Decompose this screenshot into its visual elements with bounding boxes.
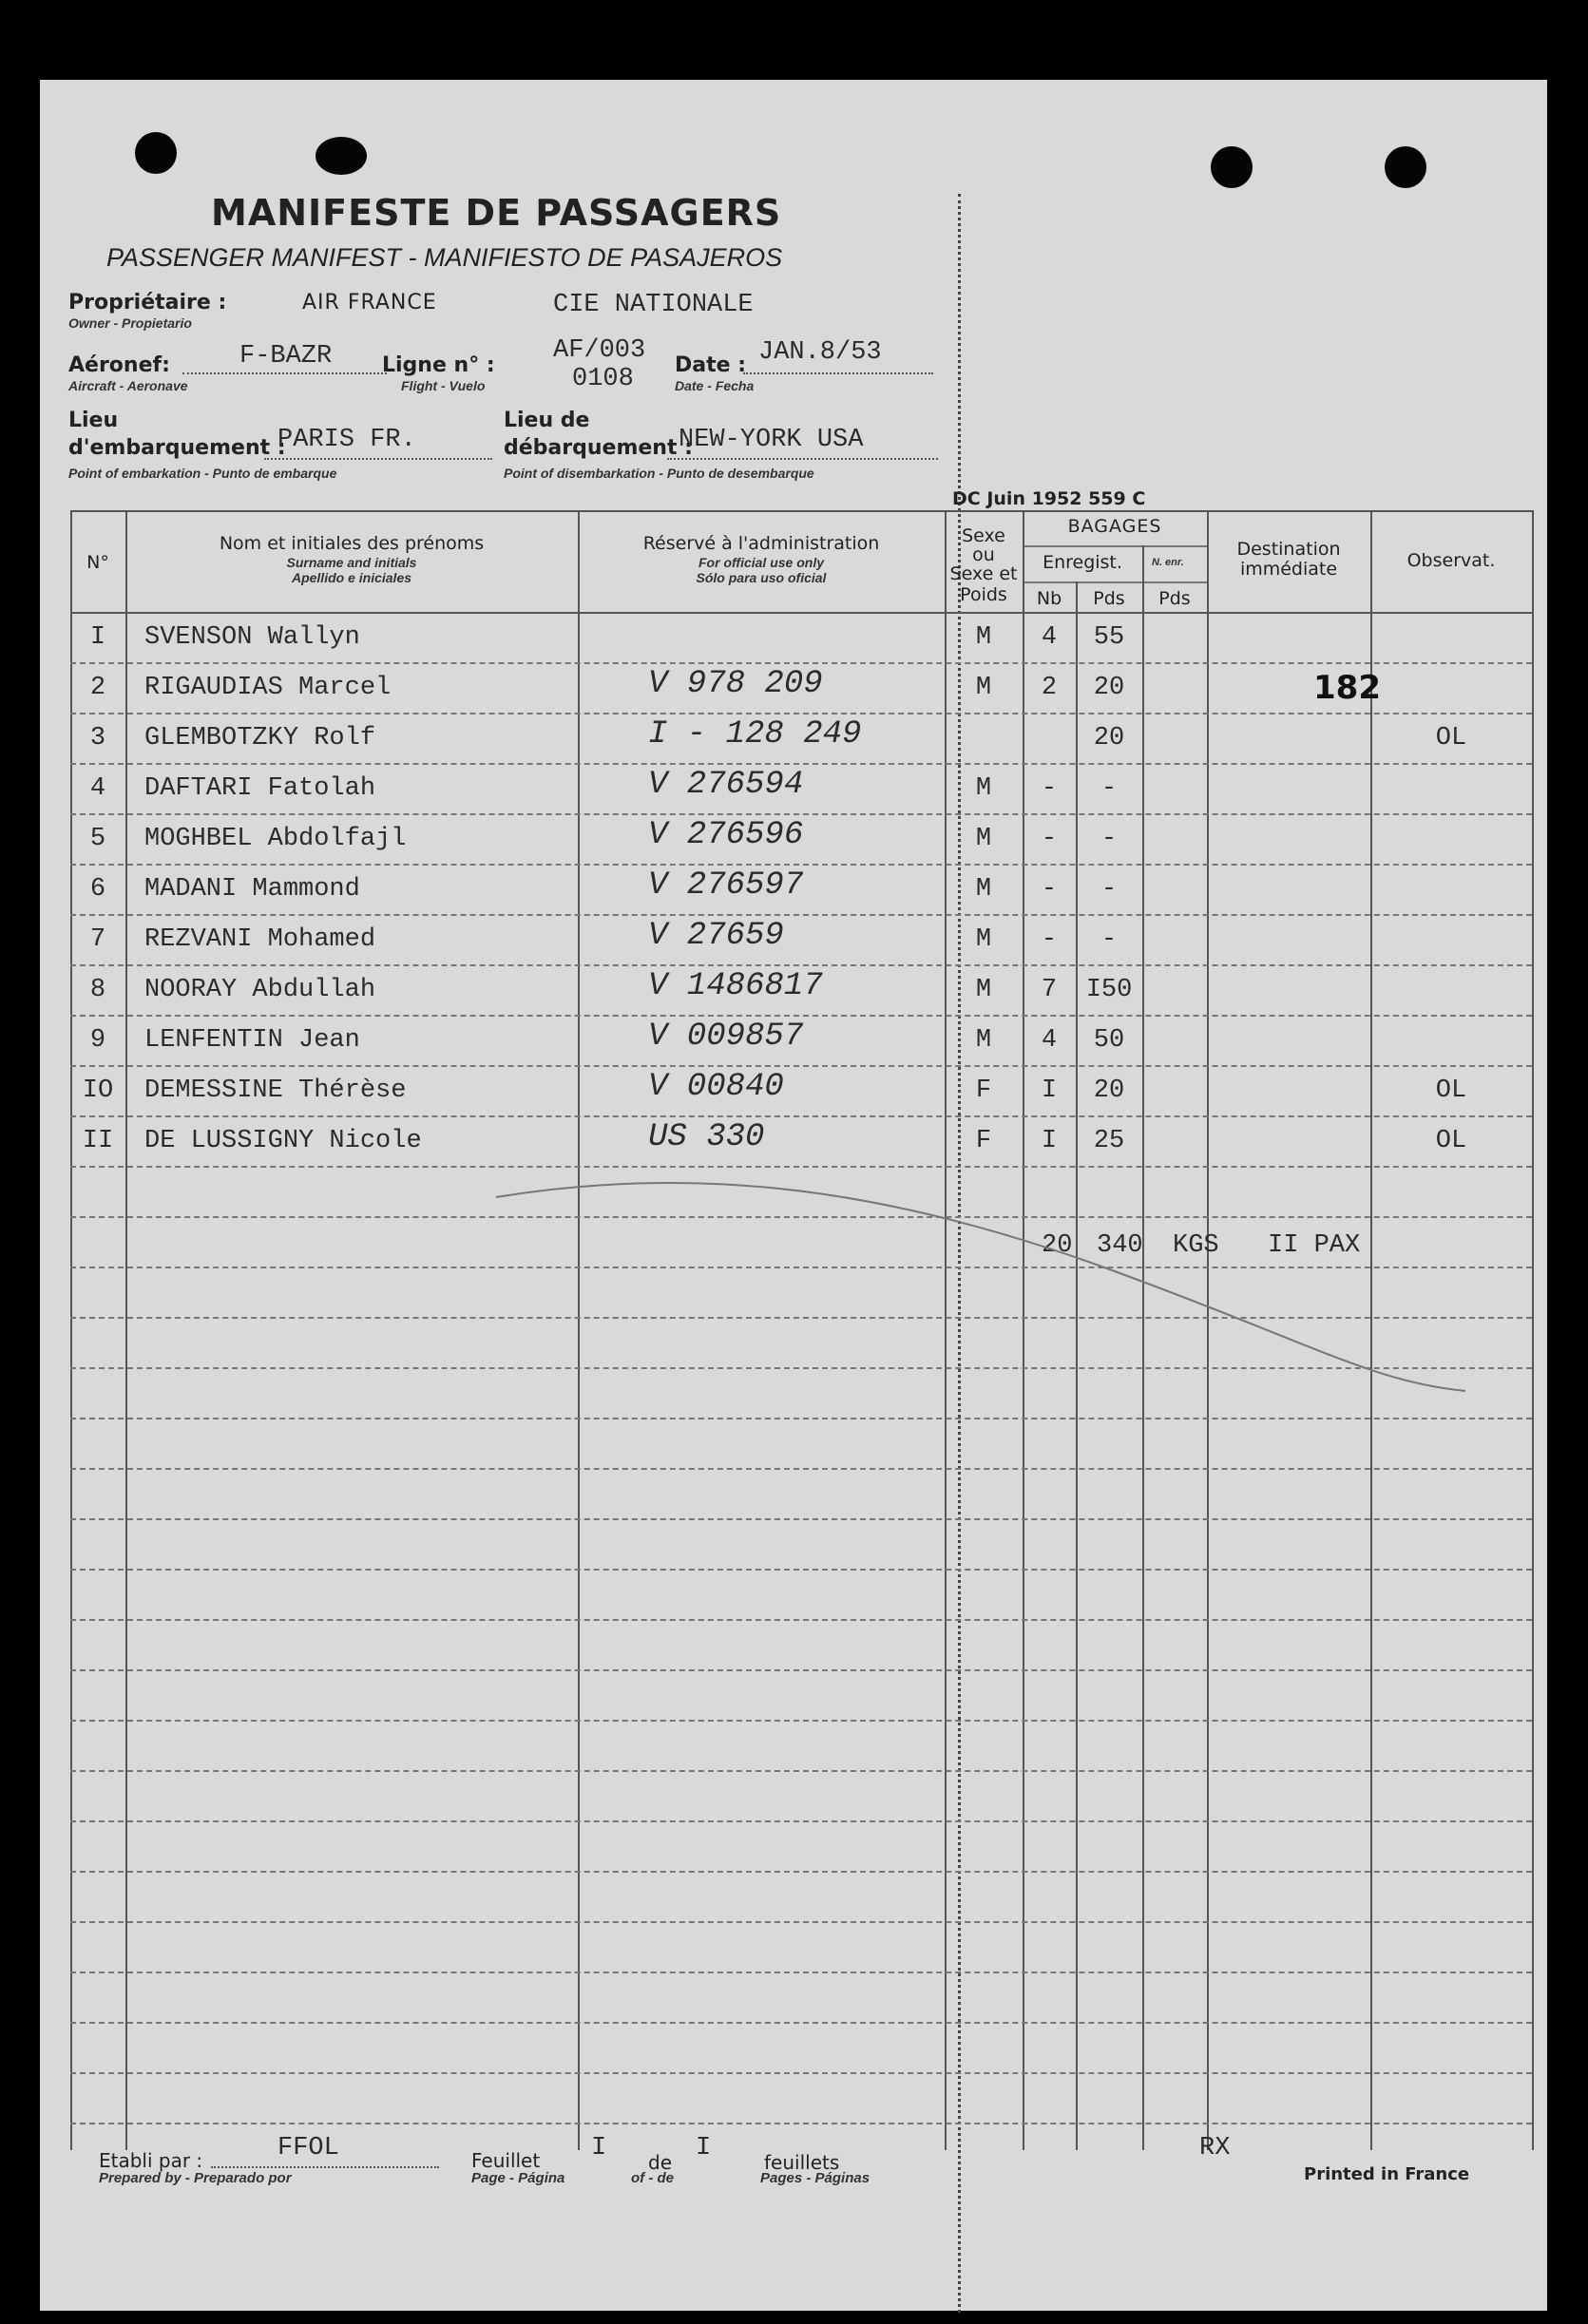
observation: OL — [1435, 724, 1467, 752]
sheet-value: I — [591, 2134, 607, 2162]
passenger-sex: M — [975, 774, 992, 803]
owner-value-2: CIE NATIONALE — [553, 291, 754, 319]
col-header-name: Nom et initiales des prénoms — [219, 533, 485, 554]
admin-reference: I - 128 249 — [648, 716, 862, 752]
passenger-name: LENFENTIN Jean — [144, 1026, 360, 1055]
row-number: 6 — [89, 875, 106, 904]
aircraft-label: Aéronef: — [68, 353, 170, 377]
col-header-destination-2: immédiate — [1239, 559, 1338, 580]
passenger-name: DEMESSINE Thérèse — [144, 1076, 407, 1105]
passenger-name: NOORAY Abdullah — [144, 976, 376, 1004]
aircraft-value: F-BAZR — [239, 342, 333, 371]
passenger-sex: M — [975, 674, 992, 702]
owner-value: AIR FRANCE — [302, 291, 437, 314]
flight-value-2: 0108 — [572, 365, 634, 393]
rx-mark: RX — [1199, 2134, 1231, 2162]
passenger-name: GLEMBOTZKY Rolf — [144, 724, 376, 752]
sheets-sub: Pages - Páginas — [760, 2170, 871, 2186]
passenger-sex: F — [975, 1076, 992, 1105]
baggage-weight: - — [1100, 825, 1118, 853]
col-header-admin-es: Sólo para uso oficial — [696, 570, 827, 585]
passenger-sex: M — [975, 1026, 992, 1055]
baggage-weight: 25 — [1093, 1127, 1125, 1155]
flight-value: AF/003 — [553, 336, 646, 365]
date-label: Date : — [675, 353, 747, 377]
admin-reference: V 276597 — [648, 867, 804, 904]
admin-reference: V 1486817 — [648, 968, 823, 1004]
row-number: 4 — [89, 774, 106, 803]
of-sub: of - de — [631, 2170, 674, 2186]
col-header-bagages: BAGAGES — [1067, 516, 1162, 537]
page-subtitle: PASSENGER MANIFEST - MANIFIESTO DE PASAJEROS — [106, 243, 783, 272]
passenger-name: RIGAUDIAS Marcel — [144, 674, 392, 702]
passenger-name: MADANI Mammond — [144, 875, 360, 904]
total-baggage-count: 20 — [1042, 1231, 1073, 1260]
col-header-admin: Réservé à l'administration — [642, 533, 880, 554]
baggage-weight: 20 — [1093, 674, 1125, 702]
passenger-sex: M — [975, 623, 992, 652]
passenger-sex: M — [975, 925, 992, 954]
observation: OL — [1435, 1076, 1467, 1105]
sheet-label: Feuillet — [471, 2149, 541, 2172]
baggage-weight: 50 — [1093, 1026, 1125, 1055]
row-number: 9 — [89, 1026, 106, 1055]
col-header-enregist: Enregist. — [1043, 552, 1122, 573]
handwritten-stroke — [40, 80, 1547, 2311]
row-number: II — [82, 1127, 114, 1155]
form-code: DC Juin 1952 559 C — [952, 488, 1146, 509]
baggage-count: - — [1041, 774, 1058, 803]
manifest-sheet — [40, 80, 1547, 2311]
passenger-sex: M — [975, 976, 992, 1004]
prepared-by-sub: Prepared by - Preparado por — [99, 2170, 292, 2186]
baggage-weight: - — [1100, 875, 1118, 904]
embark-label-sub: Point of embarkation - Punto de embarque — [68, 466, 337, 481]
passenger-name: MOGHBEL Abdolfajl — [144, 825, 407, 853]
prepared-by-label: Etabli par : — [99, 2149, 203, 2172]
passenger-name: DAFTARI Fatolah — [144, 774, 376, 803]
total-passengers: II PAX — [1268, 1231, 1361, 1260]
col-header-destination-1: Destination — [1236, 539, 1341, 560]
prepared-by-value: FFOL — [277, 2134, 339, 2162]
baggage-weight: 20 — [1093, 1076, 1125, 1105]
baggage-weight: I50 — [1085, 976, 1133, 1004]
baggage-count: - — [1041, 925, 1058, 954]
col-header-nb: Nb — [1036, 588, 1062, 609]
total-weight-unit: KGS — [1173, 1231, 1219, 1260]
owner-label-sub: Owner - Propietario — [68, 315, 192, 331]
of-value: I — [696, 2134, 712, 2162]
baggage-weight: 20 — [1093, 724, 1125, 752]
col-header-name-es: Apellido e iniciales — [291, 570, 412, 585]
baggage-count: - — [1041, 825, 1058, 853]
sheets-label: feuillets — [764, 2151, 840, 2174]
col-header-nr: N. enr. — [1152, 557, 1184, 568]
total-baggage-weight: 340 — [1097, 1231, 1143, 1260]
col-header-pds: Pds — [1093, 588, 1125, 609]
col-header-pds-2: Pds — [1158, 588, 1191, 609]
stamp-number: 182 — [1313, 669, 1381, 707]
col-header-admin-en: For official use only — [698, 555, 824, 570]
baggage-count: - — [1041, 875, 1058, 904]
col-header-sex-4: Poids — [960, 584, 1007, 605]
col-header-observations: Observat. — [1406, 550, 1496, 571]
col-header-sex-1: Sexe — [962, 525, 1005, 546]
col-header-sex-2: ou — [972, 544, 995, 565]
printed-in-france: Printed in France — [1304, 2164, 1470, 2184]
embark-value: PARIS FR. — [277, 426, 416, 454]
col-header-no: N° — [86, 552, 109, 573]
admin-reference: V 009857 — [648, 1019, 804, 1055]
col-header-name-en: Surname and initials — [286, 555, 417, 570]
row-number: 3 — [89, 724, 106, 752]
flight-label-sub: Flight - Vuelo — [401, 378, 486, 393]
row-number: 7 — [89, 925, 106, 954]
admin-reference: V 276594 — [648, 767, 804, 803]
disembark-label-2: débarquement : — [504, 436, 693, 460]
embark-label-2: d'embarquement : — [68, 436, 286, 460]
passenger-name: REZVANI Mohamed — [144, 925, 376, 954]
embark-label-1: Lieu — [68, 409, 119, 432]
col-header-sex-3: Sexe et — [949, 563, 1018, 584]
baggage-count: 2 — [1041, 674, 1058, 702]
row-number: 2 — [89, 674, 106, 702]
owner-label: Propriétaire : — [68, 291, 227, 314]
baggage-weight: 55 — [1093, 623, 1125, 652]
baggage-weight: - — [1100, 925, 1118, 954]
baggage-count: 4 — [1041, 1026, 1058, 1055]
row-number: 8 — [89, 976, 106, 1004]
baggage-count: I — [1041, 1127, 1058, 1155]
admin-reference: V 27659 — [648, 918, 784, 954]
flight-label: Ligne n° : — [382, 353, 495, 377]
baggage-count: I — [1041, 1076, 1058, 1105]
admin-reference: V 276596 — [648, 817, 804, 853]
page-title: MANIFESTE DE PASSAGERS — [211, 192, 782, 234]
passenger-name: SVENSON Wallyn — [144, 623, 360, 652]
date-value: JAN.8/53 — [758, 338, 882, 367]
baggage-count: 4 — [1041, 623, 1058, 652]
admin-reference: V 00840 — [648, 1069, 784, 1105]
disembark-label-sub: Point of disembarkation - Punto de desembarque — [504, 466, 814, 481]
row-number: I — [89, 623, 106, 652]
disembark-value: NEW-YORK USA — [679, 426, 864, 454]
row-number: 5 — [89, 825, 106, 853]
baggage-count: 7 — [1041, 976, 1058, 1004]
passenger-sex: F — [975, 1127, 992, 1155]
of-label: de — [648, 2151, 672, 2174]
date-label-sub: Date - Fecha — [675, 378, 755, 393]
passenger-name: DE LUSSIGNY Nicole — [144, 1127, 422, 1155]
row-number: IO — [82, 1076, 114, 1105]
disembark-label-1: Lieu de — [504, 409, 590, 432]
aircraft-label-sub: Aircraft - Aeronave — [68, 378, 188, 393]
passenger-sex: M — [975, 875, 992, 904]
sheet-sub: Page - Página — [471, 2170, 565, 2186]
passenger-sex: M — [975, 825, 992, 853]
admin-reference: V 978 209 — [648, 666, 823, 702]
admin-reference: US 330 — [648, 1119, 765, 1155]
baggage-weight: - — [1100, 774, 1118, 803]
observation: OL — [1435, 1127, 1467, 1155]
